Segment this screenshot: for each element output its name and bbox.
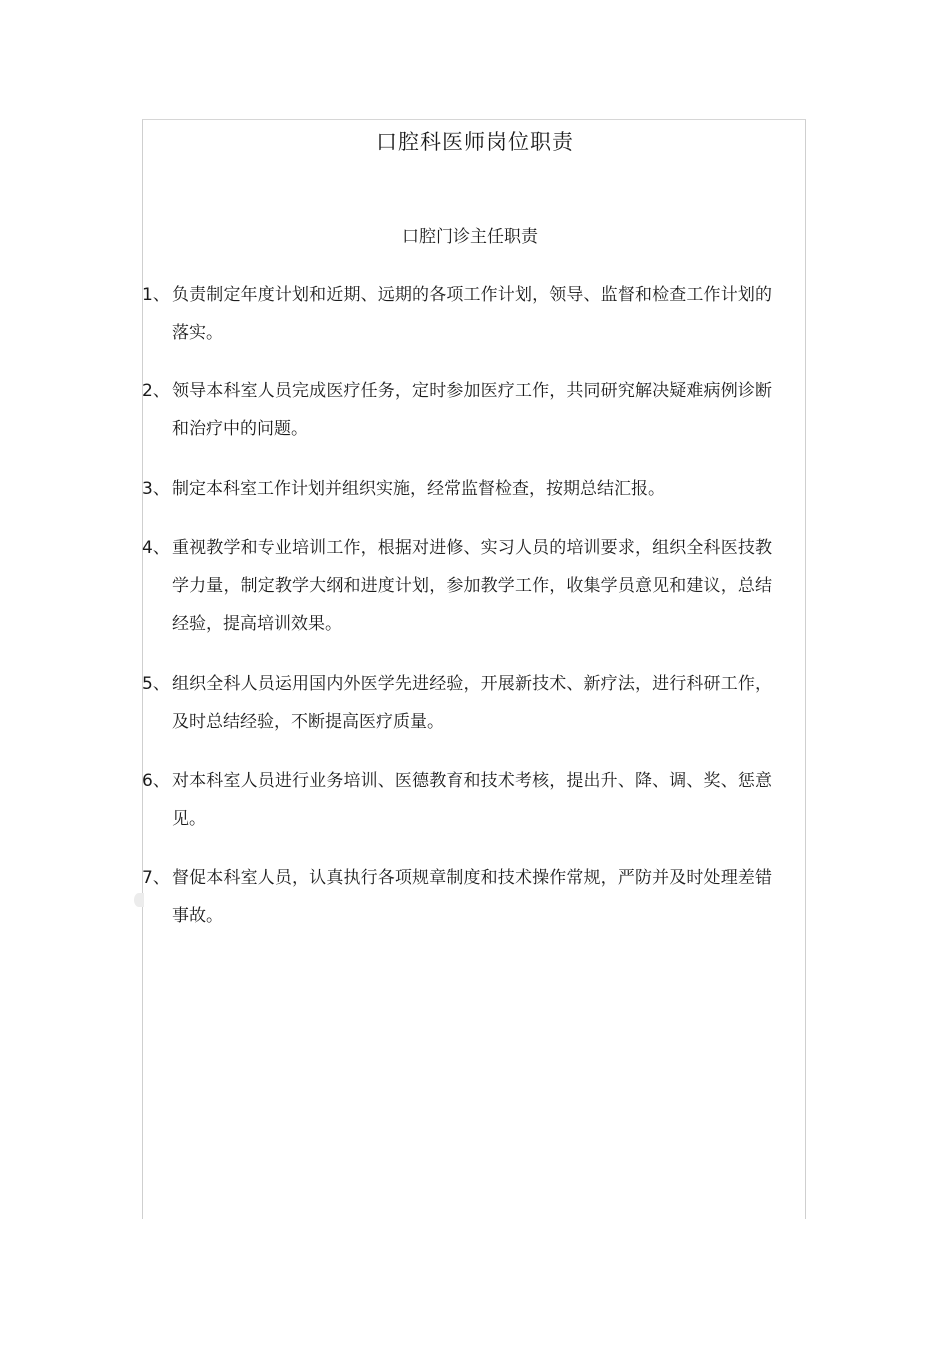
duty-item-number: 5、 (142, 674, 170, 694)
duty-item-text: 督促本科室人员，认真执行各项规章制度和技术操作常规，严防并及时处理差错事故。 (172, 868, 772, 926)
duty-item-number: 3、 (142, 479, 170, 499)
scan-artifact-mark (134, 893, 144, 907)
duty-item-text: 负责制定年度计划和近期、远期的各项工作计划，领导、监督和检查工作计划的落实。 (172, 285, 772, 343)
duty-item (142, 665, 772, 741)
duty-item-number: 7、 (142, 868, 170, 888)
duty-item-text: 组织全科人员运用国内外医学先进经验，开展新技术、新疗法，进行科研工作，及时总结经验，不断提高医疗质量。 (172, 674, 772, 732)
duty-item-number: 2、 (142, 381, 170, 401)
duty-item-text: 制定本科室工作计划并组织实施，经常监督检查，按期总结汇报。 (172, 479, 665, 499)
duty-item (142, 372, 772, 448)
duty-item-text: 领导本科室人员完成医疗任务，定时参加医疗工作，共同研究解决疑难病例诊断和治疗中的问题。 (172, 381, 772, 439)
duty-item (142, 859, 772, 935)
duty-item-number: 6、 (142, 771, 170, 791)
duty-item-number: 4、 (142, 538, 170, 558)
duty-item (142, 470, 772, 508)
duty-item-text: 重视教学和专业培训工作，根据对进修、实习人员的培训要求，组织全科医技教学力量，制定教学大纲和进度计划，参加教学工作，收集学员意见和建议，总结经验，提高培训效果。 (172, 538, 772, 634)
duty-item-text: 对本科室人员进行业务培训、医德教育和技术考核，提出升、降、调、奖、惩意见。 (172, 771, 772, 829)
document-title: 口腔科医师岗位职责 (376, 130, 574, 154)
duty-item (142, 529, 772, 643)
duty-item-number: 1、 (142, 285, 170, 305)
duty-item (142, 276, 772, 352)
section-title: 口腔门诊主任职责 (402, 227, 538, 247)
duty-item (142, 762, 772, 838)
